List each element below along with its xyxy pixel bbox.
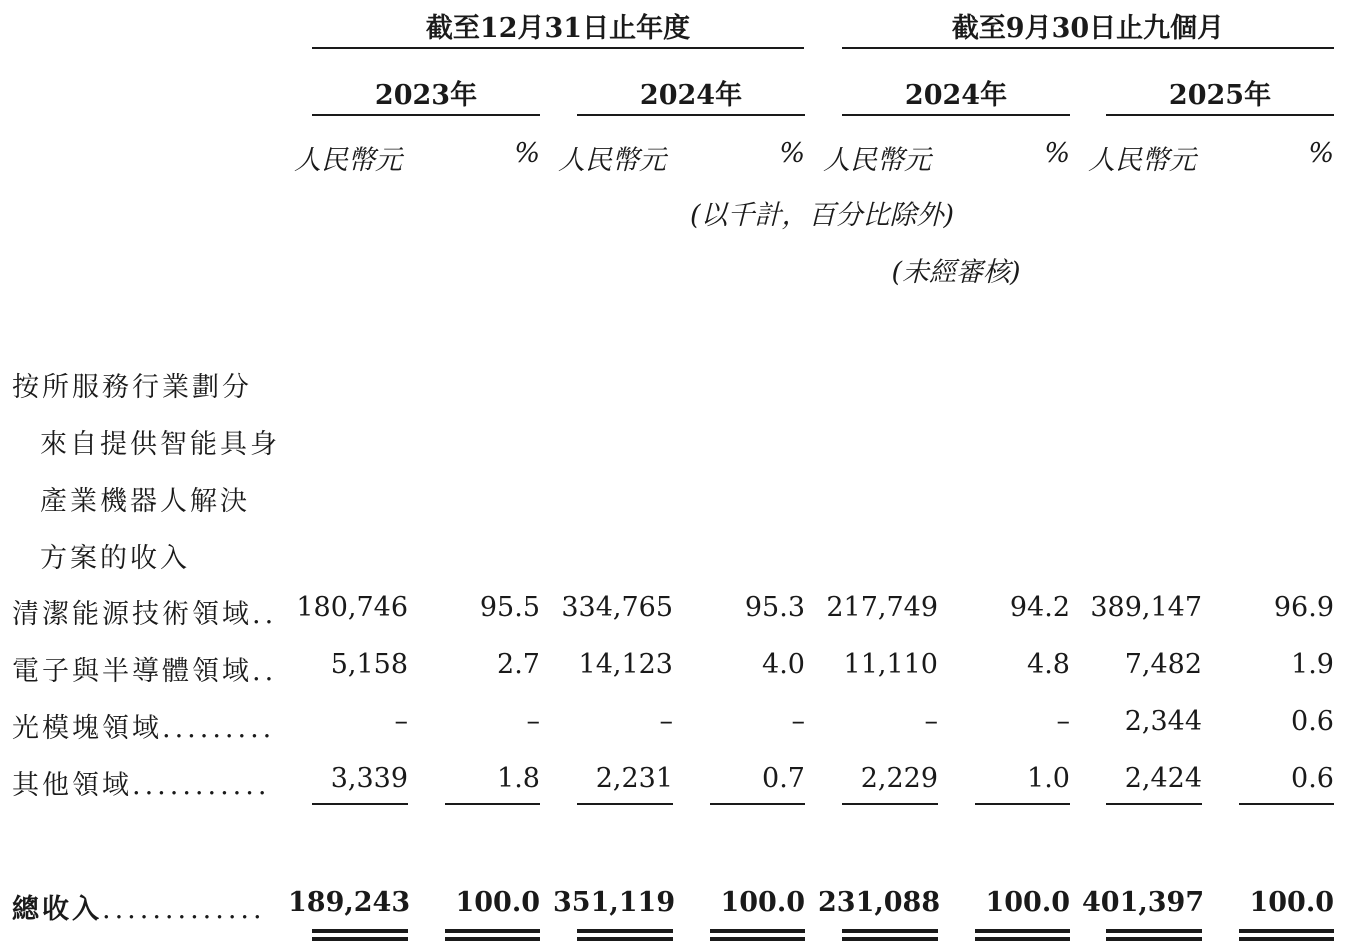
- table-cell: 2,231: [595, 763, 673, 794]
- subtotal-rule-1: [312, 803, 408, 805]
- table-cell: 1.0: [1027, 763, 1070, 794]
- year-header-2024-fy: 2024年: [639, 80, 743, 111]
- table-cell: 95.3: [744, 592, 805, 623]
- subtotal-rule-2: [445, 803, 540, 805]
- row-leader-dots: ...........: [132, 770, 271, 801]
- subtotal-rule-8: [1239, 803, 1334, 805]
- total-double-rule-7: [1106, 929, 1202, 941]
- subtotal-rule-7: [1106, 803, 1202, 805]
- table-cell: 180,746: [296, 592, 408, 623]
- unit-rmb-2: 人民幣元: [558, 145, 666, 176]
- year-rule-2025: [1106, 114, 1334, 116]
- row-leader-dots: .........: [162, 713, 276, 744]
- unit-pct-1: %: [514, 138, 540, 169]
- section-subtitle-line-3: 方案的收入: [40, 543, 190, 574]
- table-cell: 4.0: [762, 649, 805, 680]
- total-cell: 100.0: [1249, 887, 1334, 918]
- table-cell: –: [659, 706, 673, 737]
- table-cell: 14,123: [578, 649, 673, 680]
- total-cell: 100.0: [720, 887, 805, 918]
- table-cell: 4.8: [1027, 649, 1070, 680]
- total-double-rule-3: [577, 929, 673, 941]
- year-rule-2024-fy: [577, 114, 805, 116]
- table-cell: 3,339: [330, 763, 408, 794]
- year-header-2024-9m: 2024年: [904, 80, 1008, 111]
- total-row-label: [12, 887, 266, 926]
- total-cell: 401,397: [1082, 887, 1205, 918]
- row-label: [12, 592, 277, 631]
- row-label-text: 總收入: [12, 894, 102, 925]
- total-double-rule-5: [842, 929, 938, 941]
- unit-pct-4: %: [1308, 138, 1334, 169]
- total-double-rule-2: [445, 929, 540, 941]
- row-leader-dots: .............: [102, 894, 266, 925]
- table-cell: 11,110: [843, 649, 938, 680]
- period-rule-nine-months: [842, 47, 1334, 49]
- total-double-rule-6: [975, 929, 1070, 941]
- unit-pct-3: %: [1044, 138, 1070, 169]
- table-cell: 217,749: [826, 592, 938, 623]
- row-label-text: 電子與半導體領域: [12, 656, 252, 687]
- table-cell: 5,158: [330, 649, 408, 680]
- table-cell: 1.8: [497, 763, 540, 794]
- total-cell: 100.0: [455, 887, 540, 918]
- subtotal-rule-5: [842, 803, 938, 805]
- total-double-rule-4: [710, 929, 805, 941]
- table-cell: 0.7: [762, 763, 805, 794]
- table-cell: 2,344: [1124, 706, 1202, 737]
- table-cell: –: [394, 706, 408, 737]
- table-cell: 389,147: [1090, 592, 1202, 623]
- total-cell: 100.0: [985, 887, 1070, 918]
- row-label: [12, 706, 275, 745]
- subtotal-rule-3: [577, 803, 673, 805]
- section-subtitle-line-2: 產業機器人解決: [40, 486, 250, 517]
- table-cell: 96.9: [1273, 592, 1334, 623]
- period-header-nine-months: 截至9月30日止九個月: [951, 13, 1225, 44]
- row-label-text: 其他領域: [12, 770, 132, 801]
- table-cell: 334,765: [561, 592, 673, 623]
- year-header-2023: 2023年: [374, 80, 478, 111]
- table-cell: 2.7: [497, 649, 540, 680]
- table-cell: –: [791, 706, 805, 737]
- row-label: [12, 649, 277, 688]
- unit-rmb-1: 人民幣元: [294, 145, 402, 176]
- unit-pct-2: %: [779, 138, 805, 169]
- row-leader-dots: ..: [252, 599, 278, 630]
- row-label: [12, 763, 270, 802]
- table-cell: 7,482: [1124, 649, 1202, 680]
- table-cell: 1.9: [1291, 649, 1334, 680]
- total-cell: 231,088: [818, 887, 941, 918]
- section-title: 按所服務行業劃分: [12, 372, 252, 403]
- table-cell: –: [526, 706, 540, 737]
- row-label-text: 清潔能源技術領域: [12, 599, 252, 630]
- row-leader-dots: ..: [252, 656, 278, 687]
- subtotal-rule-4: [710, 803, 805, 805]
- year-rule-2024-9m: [842, 114, 1070, 116]
- table-cell: 95.5: [479, 592, 540, 623]
- table-cell: 0.6: [1291, 706, 1334, 737]
- period-header-fiscal-year: 截至12月31日止年度: [425, 13, 691, 44]
- subtotal-rule-6: [975, 803, 1070, 805]
- table-cell: 2,424: [1124, 763, 1202, 794]
- note-unaudited: (未經審核): [891, 257, 1021, 288]
- period-rule-fiscal-year: [312, 47, 804, 49]
- table-cell: 94.2: [1009, 592, 1070, 623]
- table-cell: 2,229: [860, 763, 938, 794]
- note-thousands: (以千計，百分比除外): [689, 200, 955, 231]
- total-double-rule-1: [312, 929, 408, 941]
- section-subtitle-line-1: 來自提供智能具身: [40, 429, 280, 460]
- total-double-rule-8: [1239, 929, 1334, 941]
- year-rule-2023: [312, 114, 540, 116]
- total-cell: 351,119: [553, 887, 676, 918]
- table-cell: 0.6: [1291, 763, 1334, 794]
- table-cell: –: [1056, 706, 1070, 737]
- unit-rmb-3: 人民幣元: [823, 145, 931, 176]
- unit-rmb-4: 人民幣元: [1088, 145, 1196, 176]
- total-cell: 189,243: [288, 887, 411, 918]
- table-cell: –: [924, 706, 938, 737]
- row-label-text: 光模塊領域: [12, 713, 162, 744]
- year-header-2025: 2025年: [1168, 80, 1272, 111]
